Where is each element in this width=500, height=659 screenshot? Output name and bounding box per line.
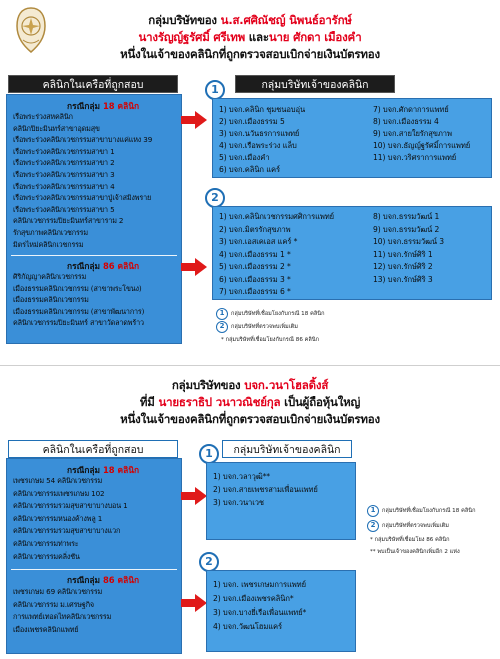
section2-group18-label: กรณีกลุ่ม 18 คลินิก bbox=[67, 465, 140, 475]
section1-box2-badge: 2 bbox=[205, 188, 225, 208]
company-list-item: 2) บจก.มิตรรักสุขภาพ bbox=[219, 224, 291, 234]
company-list-item: 4) บจก.เรือพระร่วง แล็บ bbox=[219, 141, 297, 150]
clinic-list-item: การแพทย์เทอดไทคลินิกเวชกรรม bbox=[13, 612, 112, 622]
company-list-item: 2) บจก.เมืองเพชรคลินิก* bbox=[213, 594, 294, 603]
clinic-list-item: เรือพระร่วงคลินิกเวชกรรมสาขา 1 bbox=[13, 146, 115, 156]
section2-legend-text2: กลุ่มบริษัทที่ตรวจพบเพิ่มเติม bbox=[382, 523, 449, 529]
section2-arrow-2-icon bbox=[181, 594, 207, 612]
section2-title-line2: ที่มี นายธราธิป วนาวณิชย์กุล เป็นผู้ถือหุ้นใหญ่ bbox=[139, 395, 361, 409]
section2-divider bbox=[11, 569, 177, 570]
company-list-item: 5) บจก.เมืองคำ bbox=[219, 153, 270, 162]
company-list-item: 3) บจก.นวันธรการแพทย์ bbox=[219, 129, 300, 138]
section2-legend-badge1: 1 bbox=[367, 505, 379, 517]
clinic-list-item: เรือพระร่วงคลินิกเวชกรรมสาขา 2 bbox=[13, 158, 115, 168]
company-list-item: 4) บจก.วัฒนโฮมแคร์ bbox=[213, 622, 282, 631]
company-list-item: 11) บจก.วริศราการแพทย์ bbox=[373, 153, 457, 162]
company-list-item: 6) บจก.คลินิก แคร์ bbox=[219, 165, 280, 174]
section1-company-box2 bbox=[212, 206, 492, 300]
clinic-list-item: คลินิกเวชกรรมปิยะมินทร์สาขาราม 2 bbox=[13, 216, 124, 226]
clinic-list-item: เรือพระร่วงคลินิกเวชกรรมสาขา 4 bbox=[13, 181, 115, 191]
section1-title-line3: หนึ่งในเจ้าของคลินิกที่ถูกตรวจสอบเบิกจ่ายเงินบัตรทอง bbox=[120, 47, 380, 61]
company-list-item: 1) บจก.คลินิกเวชกรรมศศิการแพทย์ bbox=[219, 212, 335, 221]
clinic-list-item: เพชรเกษม 54 คลินิกเวชกรรม bbox=[13, 476, 103, 485]
section2-legend-badge2: 2 bbox=[367, 520, 379, 532]
section1-group18-label: กรณีกลุ่ม 18 คลินิก bbox=[67, 101, 140, 111]
company-list-item: 9) บจก.สายใยรักสุขภาพ bbox=[373, 129, 452, 138]
section1-divider bbox=[11, 255, 177, 256]
company-list-item: 9) บจก.ธรรมวัฒน์ 2 bbox=[373, 224, 440, 234]
section2-legend-text4: ** พบเป็นเจ้าของคลินิกเพิ่มอีก 2 แห่ง bbox=[370, 549, 460, 555]
section1-legend-badge2: 2 bbox=[216, 321, 228, 333]
company-list-item: 11) บจก.รักษ์ศิริ 1 bbox=[373, 249, 433, 259]
section1-arrow-1-icon bbox=[181, 111, 207, 129]
section1-title-line1: กลุ่มบริษัทของ น.ส.ศศิณัชญ์ นิพนธ์อารักษ์ bbox=[148, 13, 352, 27]
section2-company-box2 bbox=[206, 570, 356, 652]
company-list-item: 7) บจก.ศักดาการแพทย์ bbox=[373, 105, 449, 114]
clinic-list-item: เรือพระร่วงคลินิกเวชกรรมสาขาปู่เจ้าสมิงพราย bbox=[13, 193, 152, 203]
company-list-item: 10) บจก.ธรรมวัฒน์ 3 bbox=[373, 237, 444, 246]
section1-clinic-panel bbox=[6, 94, 182, 344]
section1-company-box1 bbox=[212, 98, 492, 178]
section1-legend-badge1: 1 bbox=[216, 308, 228, 320]
company-list-item: 1) บจก.คลินิก ชุมชนอบอุ่น bbox=[219, 105, 306, 114]
company-list-item: 13) บจก.รักษ์ศิริ 3 bbox=[373, 274, 433, 284]
clinic-list-item: คลินิกเวชกรรม ม.เศรษฐกิจ bbox=[13, 599, 94, 609]
company-list-item: 1) บจก. เพชรเกษมการแพทย์ bbox=[213, 580, 306, 589]
clinic-list-item: เรือพระร่วงสหคลินิก bbox=[13, 112, 73, 121]
company-list-item: 10) บจก.ธัญญ์ฐรัศมิ์การแพทย์ bbox=[373, 141, 471, 150]
clinic-list-item: คลินิกเวชกรรมหนองค้างพลู 1 bbox=[13, 513, 103, 523]
company-list-item: 2) บจก.เมืองธรรม 5 bbox=[219, 117, 285, 126]
company-list-item: 7) บจก.เมืองธรรม 6 * bbox=[219, 287, 291, 296]
section2-group86-label: กรณีกลุ่ม 86 คลินิก bbox=[67, 575, 140, 585]
section1-legend-text2: กลุ่มบริษัทที่ตรวจพบเพิ่มเติม bbox=[231, 324, 298, 330]
clinic-list-item: เมืองธรรมคลินิกเวชกรรม (สาขาพระโขนง) bbox=[13, 283, 142, 293]
section1-box1-badge: 1 bbox=[205, 80, 225, 100]
section2-left-header: คลินิกในเครือที่ถูกสอบ bbox=[8, 440, 178, 458]
company-list-item: 5) บจก.เมืองธรรม 2 * bbox=[219, 262, 291, 271]
company-list-item: 8) บจก.เมืองธรรม 4 bbox=[373, 117, 439, 126]
clinic-list-item: เรือพระร่วงคลินิกเวชกรรมสาขา 3 bbox=[13, 170, 115, 179]
clinic-list-item: คลินิกเวชกรรมท่าพระ bbox=[13, 539, 79, 548]
clinic-list-item: คลินิกปิยะมินทร์สาขาอุดมสุข bbox=[13, 123, 100, 133]
section2-legend-text3: * กลุ่มบริษัทที่เชื่อมโยง 86 คลินิก bbox=[370, 537, 450, 543]
section2-box1-badge: 1 bbox=[199, 444, 219, 464]
section2-arrow-1-icon bbox=[181, 487, 207, 505]
section2-title-line3: หนึ่งในเจ้าของคลินิกที่ถูกตรวจสอบเบิกจ่ายเงินบัตรทอง bbox=[120, 412, 380, 426]
clinic-list-item: เมืองธรรมคลินิกเวชกรรม (สาขาพัฒนาการ) bbox=[13, 306, 145, 316]
company-list-item: 1) บจก.วลาวุฒิ** bbox=[213, 472, 270, 481]
section2-title-line1: กลุ่มบริษัทของ บจก.วนาโฮลดิ้งส์ bbox=[171, 378, 329, 392]
section1-arrow-2-icon bbox=[181, 258, 207, 276]
company-list-item: 2) บจก.สายเพชรสามเพื่อนแพทย์ bbox=[213, 485, 318, 494]
clinic-list-item: เพชรเกษม 69 คลินิกเวชกรรม bbox=[13, 587, 103, 596]
section1-left-header: คลินิกในเครือที่ถูกสอบ bbox=[8, 75, 178, 93]
clinic-list-item: เรือพระร่วงคลินิกเวชกรรมสาขาบางแค่แหง 39 bbox=[13, 135, 153, 145]
clinic-list-item: คลินิกเวชกรรมรวมสุขสาขาบางแวก bbox=[13, 526, 121, 536]
clinic-list-item: เมืองเพชรคลินิกแพทย์ bbox=[13, 624, 79, 634]
company-list-item: 12) บจก.รักษ์ศิริ 2 bbox=[373, 262, 433, 271]
section1-legend-text1: กลุ่มบริษัทที่เชื่อมโยงกับกรณี 18 คลินิก bbox=[231, 311, 325, 317]
clinic-list-item: มิตรไหม่คลินิกเวชกรรม bbox=[13, 239, 84, 249]
clinic-list-item: คลินิกเวชกรรมเพชรเกษม 102 bbox=[13, 488, 105, 498]
company-list-item: 8) บจก.ธรรมวัฒน์ 1 bbox=[373, 212, 440, 221]
clinic-list-item: รักสุขภาพคลินิกเวชกรรม bbox=[13, 228, 88, 237]
company-list-item: 3) บจก.วนาเวช bbox=[213, 498, 264, 507]
section1-group86-label: กรณีกลุ่ม 86 คลินิก bbox=[67, 261, 140, 271]
company-list-item: 6) บจก.เมืองธรรม 3 * bbox=[219, 274, 291, 284]
section1-title-line2: นางรัญญ์ฐรัศมิ์ ศรีเทพ และนาย ศักดา เมืองคำ bbox=[138, 30, 362, 44]
clinic-list-item: คลินิกเวชกรรมปิยะมินทร์ สาขาวัดลาดพร้าว bbox=[13, 318, 144, 328]
company-list-item: 4) บจก.เมืองธรรม 1 * bbox=[219, 249, 291, 259]
section2-legend-text1: กลุ่มบริษัทที่เชื่อมโยงกับกรณี 18 คลินิก bbox=[382, 508, 476, 514]
clinic-list-item: ศิริกัญญาคลินิกเวชกรรม bbox=[13, 272, 87, 281]
section-separator bbox=[0, 365, 500, 366]
clinic-list-item: เรือพระร่วงคลินิกเวชกรรมสาขา 5 bbox=[13, 204, 115, 214]
clinic-list-item: คลินิกเวชกรรมคลิ่งชัน bbox=[13, 551, 80, 561]
section2-clinic-panel bbox=[6, 458, 182, 654]
section2-box2-badge: 2 bbox=[199, 552, 219, 572]
clinic-list-item: คลินิกเวชกรรมรวมสุขสาขาบางบอน 1 bbox=[13, 501, 128, 511]
company-list-item: 3) บจก.เอสเคเอส แคร์ * bbox=[219, 237, 298, 246]
section2-right-header: กลุ่มบริษัทเจ้าของคลินิก bbox=[222, 440, 352, 458]
section1-right-header: กลุ่มบริษัทเจ้าของคลินิก bbox=[235, 75, 395, 93]
clinic-list-item: เมืองธรรมคลินิกเวชกรรม bbox=[13, 295, 89, 305]
section2-company-box1 bbox=[206, 462, 356, 540]
section1-legend-text3: * กลุ่มบริษัทที่เชื่อมโยงกับกรณี 86 คลินิก bbox=[221, 337, 320, 343]
company-list-item: 3) บจก.บางยี่เรือเพื่อนแพทย์* bbox=[213, 608, 307, 617]
